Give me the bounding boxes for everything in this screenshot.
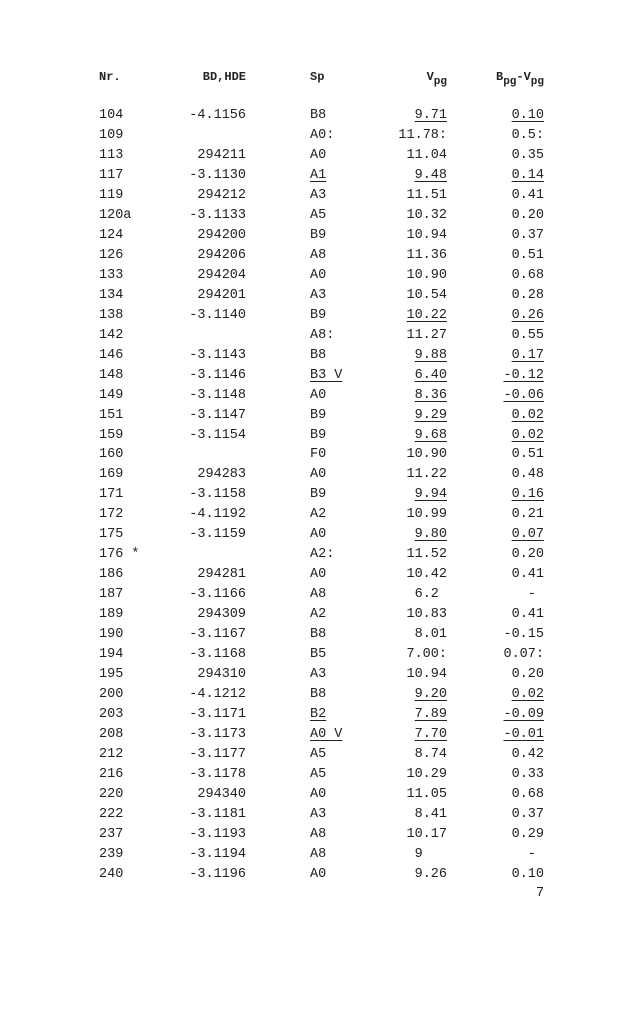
- cell-nr: 240: [99, 866, 124, 882]
- cell-sp: A3: [310, 187, 327, 203]
- cell-sp: B8: [310, 687, 327, 703]
- cell-nr: 189: [99, 607, 124, 623]
- cell-v: 11.04: [406, 147, 447, 163]
- table-row: [0, 827, 630, 847]
- table-row: [0, 248, 630, 268]
- cell-bv: [512, 687, 544, 702]
- table-row: [0, 587, 630, 607]
- cell-v: [415, 108, 447, 123]
- cell-v: 11.27: [406, 327, 447, 343]
- table-body: [0, 108, 630, 887]
- table-row: [0, 547, 630, 567]
- cell-bv: 0.48: [511, 467, 544, 483]
- table-row: [0, 487, 630, 507]
- table-row: [0, 627, 630, 647]
- cell-sp: B9: [310, 487, 327, 503]
- cell-bd: 294340: [197, 786, 246, 802]
- cell-bd: -3.1194: [189, 846, 246, 862]
- cell-nr: 203: [99, 707, 124, 723]
- cell-nr: 176 *: [99, 547, 140, 563]
- cell-v: 10.32: [406, 207, 447, 223]
- table-row: [0, 527, 630, 547]
- table-row: [0, 567, 630, 587]
- cell-bd: -3.1133: [189, 207, 246, 223]
- table-header: [0, 70, 630, 94]
- table-row: [0, 288, 630, 308]
- underlined-value: 0.02: [511, 427, 544, 443]
- cell-bd: -3.1181: [189, 806, 246, 822]
- cell-nr: 208: [99, 727, 124, 743]
- underlined-value: A1: [310, 167, 327, 183]
- header-sp: Sp: [310, 70, 325, 84]
- header-vpg-sub: pg: [433, 76, 447, 88]
- cell-bd: 294211: [197, 147, 246, 163]
- cell-nr: 200: [99, 687, 124, 703]
- cell-nr: 148: [99, 367, 124, 383]
- cell-nr: 195: [99, 667, 124, 683]
- cell-bd: -3.1143: [189, 347, 246, 363]
- header-bv-b: B: [495, 70, 504, 84]
- cell-nr: 119: [99, 187, 124, 203]
- cell-v: [415, 707, 447, 722]
- cell-nr: 172: [99, 507, 124, 523]
- table-row: [0, 747, 630, 767]
- cell-sp: A2:: [310, 547, 335, 563]
- underlined-value: 7.70: [414, 727, 447, 743]
- cell-sp: A0: [310, 387, 327, 403]
- cell-sp: A8: [310, 247, 327, 263]
- cell-bv: [503, 368, 544, 383]
- cell-sp: A0: [310, 786, 327, 802]
- cell-sp: A5: [310, 747, 327, 762]
- cell-bv: 0.68: [511, 267, 544, 283]
- cell-v: [415, 487, 447, 502]
- cell-v: 6.2: [414, 587, 447, 603]
- cell-nr: 212: [99, 747, 124, 762]
- table-row: [0, 328, 630, 348]
- cell-v: [415, 727, 447, 742]
- cell-sp: A0: [310, 527, 327, 543]
- cell-nr: 239: [99, 846, 124, 862]
- cell-sp: B9: [310, 307, 327, 323]
- cell-v: 11.22: [406, 467, 447, 483]
- cell-bv: [512, 527, 544, 542]
- cell-bd: -3.1146: [189, 367, 246, 383]
- header-bv-sub1: pg: [503, 76, 517, 88]
- cell-v: 9.26: [414, 866, 447, 882]
- cell-bd: -3.1154: [189, 427, 246, 443]
- cell-bd: -4.1212: [189, 687, 246, 703]
- cell-nr: 169: [99, 467, 124, 483]
- underlined-value: -0.01: [503, 727, 544, 743]
- table-row: [0, 188, 630, 208]
- cell-bv: 0.20: [511, 547, 544, 563]
- table-row: [0, 228, 630, 248]
- cell-nr: 186: [99, 567, 124, 583]
- cell-v: 11.51: [406, 187, 447, 203]
- cell-bv: 0.37: [511, 806, 544, 822]
- cell-v: [415, 527, 447, 542]
- header-bd-hde: BD,HDE: [202, 70, 246, 84]
- table-row: [0, 447, 630, 467]
- cell-v: 10.42: [406, 567, 447, 583]
- cell-sp: B9: [310, 227, 327, 243]
- table-row: [0, 408, 630, 428]
- cell-bv: [512, 487, 544, 502]
- cell-bd: 294212: [197, 187, 246, 203]
- cell-sp: A0: [310, 147, 327, 163]
- cell-sp: B9: [310, 427, 327, 443]
- table-row: [0, 847, 630, 867]
- header-nr: Nr.: [99, 70, 121, 84]
- table-row: [0, 308, 630, 328]
- cell-bv: 0.41: [511, 567, 544, 583]
- cell-bv: [512, 308, 544, 323]
- cell-bd: -3.1147: [189, 407, 246, 423]
- cell-nr: 138: [99, 307, 124, 323]
- cell-bv: [512, 108, 544, 123]
- table-row: [0, 687, 630, 707]
- cell-bv: 0.55: [511, 327, 544, 343]
- cell-sp: [310, 727, 342, 742]
- table-row: [0, 767, 630, 787]
- cell-nr: 190: [99, 627, 124, 643]
- cell-nr: 216: [99, 766, 124, 782]
- cell-bv: 0.10: [511, 866, 544, 882]
- cell-bd: 294310: [197, 667, 246, 683]
- cell-sp: A3: [310, 667, 327, 683]
- cell-v: [415, 368, 447, 383]
- cell-bd: -3.1173: [189, 727, 246, 743]
- cell-v: [415, 428, 447, 443]
- cell-bd: -3.1159: [189, 527, 246, 543]
- underlined-value: 10.22: [406, 307, 447, 323]
- cell-sp: A3: [310, 287, 327, 303]
- cell-sp: A8: [310, 846, 327, 862]
- cell-bv: 0.42: [511, 747, 544, 762]
- cell-v: 8.01: [414, 627, 447, 643]
- cell-v: 11.78:: [398, 127, 447, 143]
- cell-bd: -4.1192: [189, 507, 246, 523]
- underlined-value: 9.20: [414, 687, 447, 703]
- cell-nr: 222: [99, 806, 124, 822]
- cell-v: 9: [414, 846, 447, 862]
- table-row: [0, 647, 630, 667]
- cell-sp: [310, 168, 326, 183]
- table-row: [0, 428, 630, 448]
- cell-bd: -4.1156: [189, 108, 246, 123]
- cell-bd: -3.1193: [189, 826, 246, 842]
- cell-bd: 294200: [197, 227, 246, 243]
- cell-nr: 237: [99, 826, 124, 842]
- cell-nr: 159: [99, 427, 124, 443]
- underlined-value: 6.40: [414, 367, 447, 383]
- table-row: [0, 507, 630, 527]
- underlined-value: 0.10: [511, 108, 544, 123]
- table-row: [0, 867, 630, 887]
- cell-nr: 120a: [99, 207, 132, 223]
- table-row: [0, 727, 630, 747]
- cell-v: 10.29: [406, 766, 447, 782]
- cell-nr: 134: [99, 287, 124, 303]
- cell-bd: -3.1130: [189, 167, 246, 183]
- cell-sp: A0: [310, 267, 327, 283]
- underlined-value: 0.17: [511, 347, 544, 363]
- cell-bv: 0.20: [511, 207, 544, 223]
- underlined-value: -0.12: [503, 367, 544, 383]
- cell-sp: A5: [310, 207, 327, 223]
- cell-v: 8.41: [414, 806, 447, 822]
- cell-bd: -3.1177: [189, 747, 246, 762]
- cell-bd: -3.1196: [189, 866, 246, 882]
- cell-sp: B8: [310, 108, 327, 123]
- cell-nr: 113: [99, 147, 124, 163]
- table-row: [0, 707, 630, 727]
- cell-bd: 294201: [197, 287, 246, 303]
- cell-bv: 0.21: [511, 507, 544, 523]
- cell-nr: 187: [99, 587, 124, 603]
- cell-bd: -3.1171: [189, 707, 246, 723]
- cell-nr: 109: [99, 127, 124, 143]
- cell-sp: A8: [310, 587, 327, 603]
- cell-sp: A0: [310, 467, 327, 483]
- cell-v: [415, 168, 447, 183]
- cell-bv: -: [527, 587, 544, 603]
- table-row: [0, 208, 630, 228]
- cell-bv: 0.33: [511, 766, 544, 782]
- cell-bv: 0.35: [511, 147, 544, 163]
- cell-v: 10.83: [406, 607, 447, 623]
- cell-bd: -3.1168: [189, 647, 246, 663]
- cell-v: 11.36: [406, 247, 447, 263]
- cell-bv: 0.51: [511, 447, 544, 463]
- cell-nr: 146: [99, 347, 124, 363]
- underlined-value: 9.94: [414, 487, 447, 503]
- cell-nr: 142: [99, 327, 124, 343]
- table-row: [0, 268, 630, 288]
- cell-bv: [503, 707, 544, 722]
- underlined-value: 8.36: [414, 387, 447, 403]
- underlined-value: -0.06: [503, 387, 544, 403]
- cell-bv: 0.29: [511, 826, 544, 842]
- header-bv-mid: -V: [516, 70, 531, 84]
- cell-sp: B5: [310, 647, 327, 663]
- cell-nr: 194: [99, 647, 124, 663]
- cell-v: [406, 308, 447, 323]
- cell-bv: -: [527, 846, 544, 862]
- cell-v: [415, 388, 447, 403]
- underlined-value: -0.09: [503, 707, 544, 723]
- cell-sp: A3: [310, 806, 327, 822]
- cell-v: [415, 408, 447, 423]
- cell-nr: 160: [99, 447, 124, 463]
- underlined-value: A0 V: [310, 727, 343, 743]
- cell-v: 10.99: [406, 507, 447, 523]
- cell-sp: A8:: [310, 327, 335, 343]
- cell-v: 11.05: [406, 786, 447, 802]
- table-row: [0, 368, 630, 388]
- cell-bd: 294281: [197, 567, 246, 583]
- cell-bv: -0.15: [503, 627, 544, 643]
- underlined-value: 7.89: [414, 707, 447, 723]
- cell-sp: B9: [310, 407, 327, 423]
- cell-bv: [512, 428, 544, 443]
- cell-bv: 0.28: [511, 287, 544, 303]
- cell-bd: -3.1166: [189, 587, 246, 603]
- cell-bd: -3.1167: [189, 627, 246, 643]
- header-bv: [496, 70, 544, 88]
- table-row: [0, 108, 630, 128]
- cell-nr: 151: [99, 407, 124, 423]
- underlined-value: 9.80: [414, 527, 447, 543]
- cell-v: 11.52: [406, 547, 447, 563]
- cell-sp: A5: [310, 766, 327, 782]
- table-row: [0, 807, 630, 827]
- table-row: [0, 388, 630, 408]
- cell-v: 10.54: [406, 287, 447, 303]
- cell-v: [415, 687, 447, 702]
- underlined-value: 9.68: [414, 427, 447, 443]
- cell-v: 10.90: [406, 267, 447, 283]
- page-number: 7: [536, 886, 545, 901]
- cell-bv: [503, 388, 544, 403]
- header-vpg: [427, 70, 447, 88]
- cell-bd: -3.1148: [189, 387, 246, 403]
- cell-nr: 220: [99, 786, 124, 802]
- underlined-value: B3 V: [310, 367, 343, 383]
- cell-bv: [503, 727, 544, 742]
- underlined-value: 0.14: [511, 167, 544, 183]
- cell-bd: 294283: [197, 467, 246, 483]
- cell-v: 10.94: [406, 667, 447, 683]
- underlined-value: B2: [310, 707, 327, 723]
- cell-nr: 124: [99, 227, 124, 243]
- cell-bd: -3.1178: [189, 766, 246, 782]
- cell-nr: 171: [99, 487, 124, 503]
- underlined-value: 0.02: [511, 687, 544, 703]
- cell-nr: 104: [99, 108, 124, 123]
- cell-v: 10.90: [406, 447, 447, 463]
- underlined-value: 9.29: [414, 407, 447, 423]
- cell-sp: [310, 707, 326, 722]
- cell-sp: A8: [310, 826, 327, 842]
- table-row: [0, 168, 630, 188]
- cell-sp: A0:: [310, 127, 335, 143]
- cell-bv: [512, 348, 544, 363]
- cell-bd: -3.1140: [189, 307, 246, 323]
- underlined-value: 0.26: [511, 307, 544, 323]
- cell-nr: 117: [99, 167, 124, 183]
- cell-sp: A0: [310, 567, 327, 583]
- cell-bv: [512, 408, 544, 423]
- underlined-value: 9.48: [414, 167, 447, 183]
- table-row: [0, 467, 630, 487]
- cell-bv: 0.68: [511, 786, 544, 802]
- cell-bd: 294204: [197, 267, 246, 283]
- cell-sp: B8: [310, 347, 327, 363]
- table-row: [0, 128, 630, 148]
- cell-sp: A2: [310, 507, 327, 523]
- cell-sp: A0: [310, 866, 327, 882]
- cell-nr: 133: [99, 267, 124, 283]
- cell-v: 8.74: [414, 747, 447, 762]
- cell-bd: 294309: [197, 607, 246, 623]
- cell-bv: 0.37: [511, 227, 544, 243]
- table-row: [0, 667, 630, 687]
- cell-bv: [512, 168, 544, 183]
- cell-nr: 126: [99, 247, 124, 263]
- cell-bv: 0.5:: [511, 127, 544, 143]
- table-row: [0, 148, 630, 168]
- cell-nr: 149: [99, 387, 124, 403]
- underlined-value: 0.07: [511, 527, 544, 543]
- cell-bv: 0.51: [511, 247, 544, 263]
- cell-sp: F0: [310, 447, 327, 463]
- cell-v: 10.94: [406, 227, 447, 243]
- cell-nr: 175: [99, 527, 124, 543]
- header-bv-sub2: pg: [530, 76, 544, 88]
- cell-bv: 0.07:: [503, 647, 544, 663]
- cell-sp: B8: [310, 627, 327, 643]
- cell-sp: A2: [310, 607, 327, 623]
- underlined-value: 0.02: [511, 407, 544, 423]
- header-vpg-main: V: [426, 70, 434, 84]
- cell-bd: 294206: [197, 247, 246, 263]
- cell-v: [415, 348, 447, 363]
- table-row: [0, 607, 630, 627]
- table-row: [0, 348, 630, 368]
- cell-bv: 0.41: [511, 607, 544, 623]
- cell-bv: 0.20: [511, 667, 544, 683]
- cell-v: 10.17: [406, 826, 447, 842]
- cell-bd: -3.1158: [189, 487, 246, 503]
- table-row: [0, 787, 630, 807]
- underlined-value: 9.88: [414, 347, 447, 363]
- cell-bv: 0.41: [511, 187, 544, 203]
- cell-sp: [310, 368, 342, 383]
- cell-v: 7.00:: [406, 647, 447, 663]
- underlined-value: 0.16: [511, 487, 544, 503]
- underlined-value: 9.71: [414, 108, 447, 123]
